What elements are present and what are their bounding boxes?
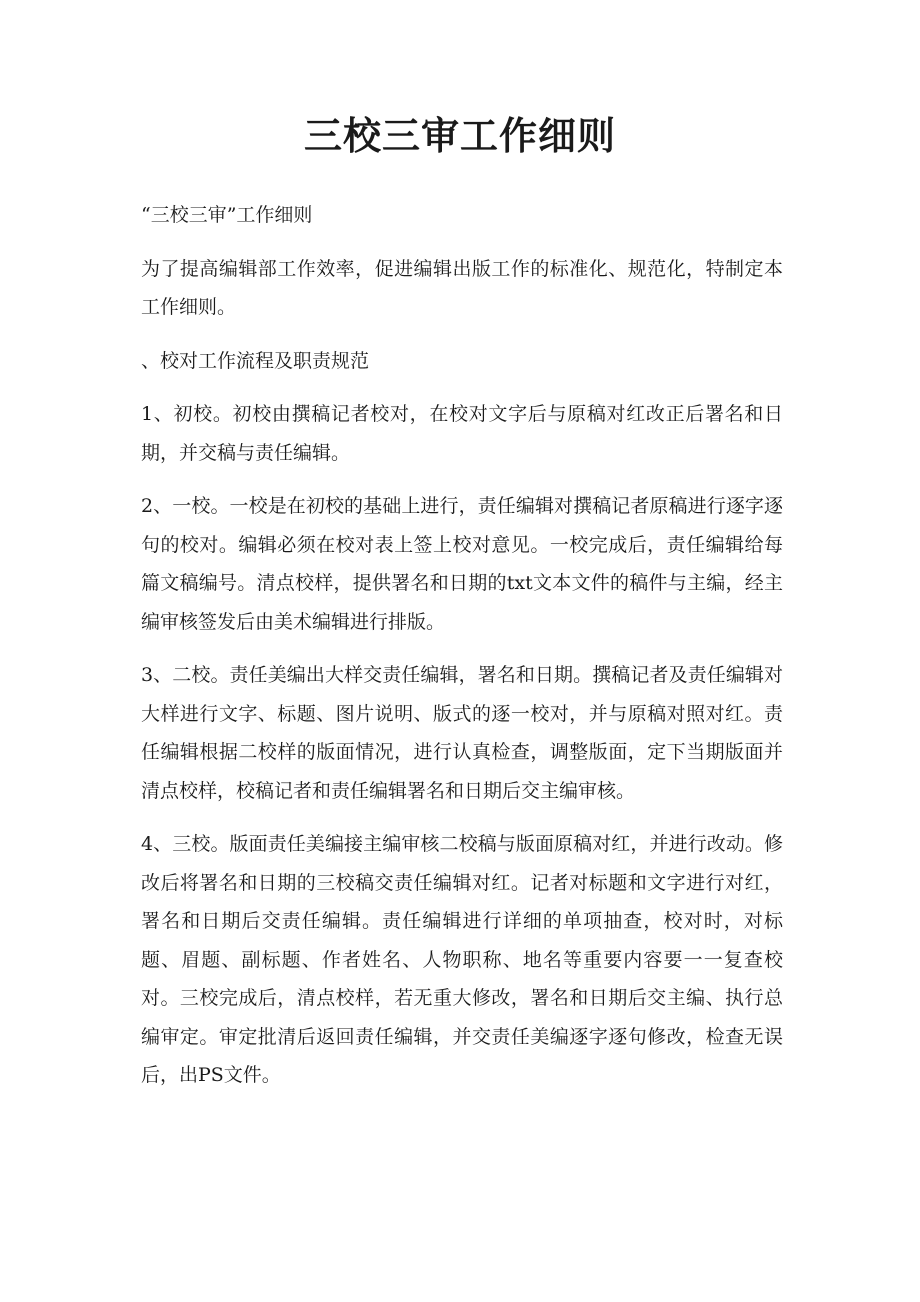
step-4-paragraph: 4、三校。版面责任美编接主编审核二校稿与版面原稿对红，并进行改动。修改后将署名和日期的三校稿交责任编辑对红。记者对标题和文字进行对红，署名和日期后交责任编辑。责任编辑进行详细的单项抽查，校对时，对标题、眉题、副标题、作者姓名、人物职称、地名等重要内容要一一复查校对。三校完成后，清点校样，若无重大修改，署名和日期后交主编、执行总编审定。审定批清后返回责任编辑，并交责任美编逐字逐句修改，检查无误后，出PS文件。 — [141, 833, 783, 1086]
section-heading: 、校对工作流程及职责规范 — [141, 349, 370, 372]
document-title: 三校三审工作细则 — [303, 113, 616, 158]
intro-paragraph: 为了提高编辑部工作效率，促进编辑出版工作的标准化、规范化，特制定本工作细则。 — [141, 257, 783, 318]
document-body — [141, 196, 783, 1110]
step-3-paragraph: 3、二校。责任美编出大样交责任编辑，署名和日期。撰稿记者及责任编辑对大样进行文字、标题、图片说明、版式的逐一校对，并与原稿对照对红。责任编辑根据二校样的版面情况，进行认真检查，调整版面，定下当期版面并清点校样，校稿记者和责任编辑署名和日期后交主编审核。 — [141, 664, 783, 802]
step-2-paragraph: 2、一校。一校是在初校的基础上进行，责任编辑对撰稿记者原稿进行逐字逐句的校对。编辑必须在校对表上签上校对意见。一校完成后，责任编辑给每篇文稿编号。清点校样，提供署名和日期的txt文本文件的稿件与主编，经主编审核签发后由美术编辑进行排版。 — [141, 495, 783, 633]
subtitle-paragraph: “三校三审”工作细则 — [141, 204, 313, 226]
step-1-paragraph: 1、初校。初校由撰稿记者校对，在校对文字后与原稿对红改正后署名和日期，并交稿与责任编辑。 — [141, 403, 783, 464]
